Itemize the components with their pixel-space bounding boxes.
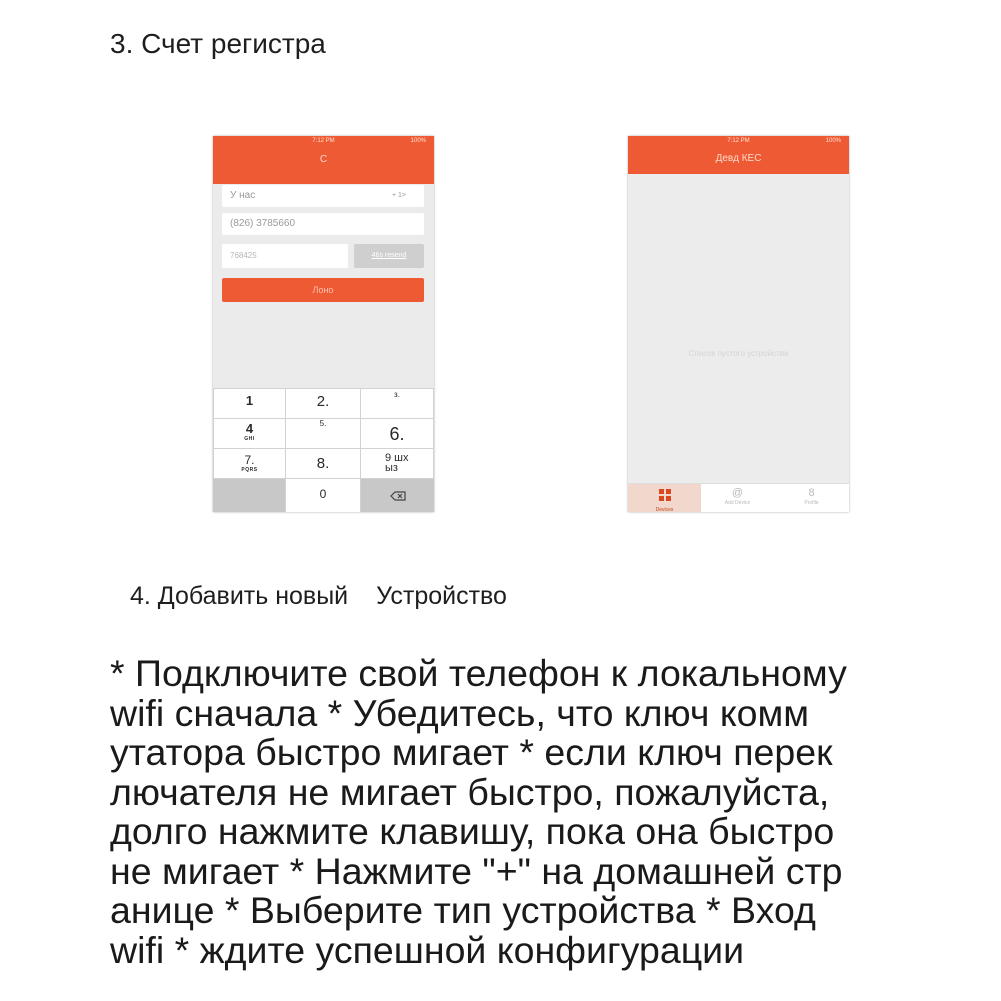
code-value: 768425: [230, 251, 257, 260]
key-1[interactable]: [214, 389, 285, 418]
login-screen-screenshot: [213, 136, 434, 512]
tab-profile-label: Profile: [804, 500, 819, 506]
key-5-digit: 5.: [319, 419, 327, 428]
verification-code-field[interactable]: [222, 244, 348, 268]
key-8-digit: 8.: [316, 455, 330, 472]
key-9[interactable]: [361, 449, 433, 478]
device-list-area: [628, 174, 849, 484]
tab-bar: [628, 483, 849, 512]
numeric-keypad: [213, 388, 434, 512]
status-time: 7:12 PM: [312, 138, 335, 144]
instruction-line: лючателя не мигает быстро, пожалуйста,: [110, 770, 830, 813]
key-7-letters: PQRS: [241, 467, 258, 473]
key-4[interactable]: [214, 419, 285, 448]
nav-title: Девд КЕС: [628, 146, 849, 174]
backspace-key[interactable]: [361, 479, 434, 512]
key-3[interactable]: [361, 389, 433, 418]
step4-title-part1: 4. Добавить новый: [130, 582, 349, 610]
instruction-line: утатора быстро мигает * если ключ перек: [110, 731, 833, 773]
instruction-line: * Подключите свой телефон к локальному: [110, 652, 847, 694]
tab-devices[interactable]: [628, 484, 701, 512]
instruction-line: wifi * ждите успешной конфигурации: [110, 928, 745, 971]
status-bar: [628, 136, 849, 146]
status-time: 7:12 PM: [727, 138, 750, 144]
key-blank: [213, 479, 285, 512]
tab-add-device-label: Add Device: [724, 500, 751, 506]
tab-devices-label: Devices: [655, 507, 674, 512]
key-7-digit: 7.: [244, 453, 255, 467]
tab-profile[interactable]: [774, 484, 849, 512]
backspace-icon: [361, 479, 434, 506]
key-9-letters: ыз: [385, 462, 398, 474]
grid-icon: [659, 489, 671, 501]
instruction-line: долго нажмите клавишу, пока она быстро: [110, 810, 835, 852]
login-button[interactable]: Лоно: [222, 278, 424, 302]
key-4-digit: 4: [245, 421, 254, 436]
battery-level: 100%: [825, 138, 841, 144]
key-5[interactable]: [286, 419, 360, 448]
key-8[interactable]: [286, 449, 360, 478]
status-bar: [213, 136, 434, 146]
empty-device-list-message: Список пустого устройства: [688, 349, 789, 358]
step4-title: [130, 582, 507, 611]
phone-value: (826) 3785660: [230, 218, 296, 229]
phone-field[interactable]: [222, 213, 424, 235]
key-2[interactable]: [286, 389, 360, 418]
key-0-digit: 0: [319, 487, 327, 501]
add-device-icon: @: [731, 487, 744, 499]
instructions-text: [110, 654, 970, 970]
resend-button[interactable]: 46s resend: [354, 244, 424, 268]
country-value: У нас: [230, 190, 256, 201]
key-0[interactable]: [286, 479, 360, 512]
instruction-line: не мигает * Нажмите "+" на домашней стр: [110, 849, 843, 892]
key-3-digit: з.: [394, 390, 400, 399]
instruction-line: wifi сначала * Убедитесь, что ключ комм: [110, 691, 810, 734]
battery-level: 100%: [410, 138, 426, 144]
nav-title: С: [213, 146, 434, 184]
tab-add-device[interactable]: [701, 484, 774, 512]
key-7[interactable]: [214, 449, 285, 478]
key-6[interactable]: [361, 419, 433, 448]
country-code: + 1>: [391, 192, 406, 199]
key-4-letters: GHI: [244, 436, 255, 442]
key-2-digit: 2.: [316, 393, 330, 410]
key-6-digit: 6.: [389, 424, 405, 444]
key-1-digit: 1: [245, 393, 254, 408]
instruction-line: анице * Выберите тип устройства * Вход: [110, 889, 816, 931]
step4-title-part2: Устройство: [376, 582, 507, 610]
country-field[interactable]: [222, 185, 424, 207]
step3-title: 3. Счет регистра: [110, 28, 326, 59]
key-9-digit: 9 шх: [385, 452, 409, 464]
profile-icon: 8: [808, 487, 815, 499]
devices-screen-screenshot: [628, 136, 849, 512]
